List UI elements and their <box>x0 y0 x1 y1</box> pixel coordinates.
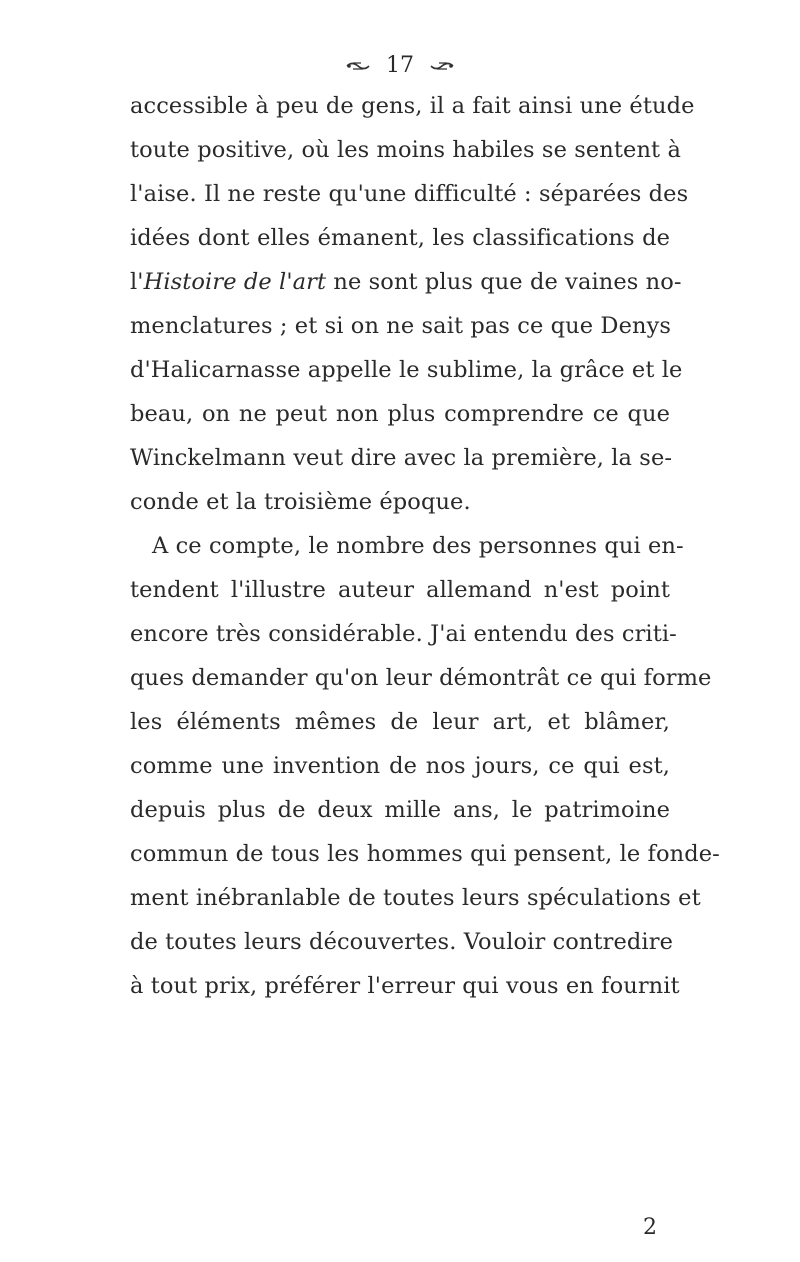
text-line-10: conde et la troisième époque. <box>130 489 471 515</box>
page-number: 17 <box>386 53 414 78</box>
text-line-3: l'aise. Il ne reste qu'une difficulté : séparées des <box>130 181 689 207</box>
text-line-8: beau, on ne peut non plus comprendre ce que <box>130 401 670 427</box>
text-line-16: comme une invention de nos jours, ce qui est, <box>130 753 670 779</box>
text-line-5 <box>130 260 682 304</box>
text-line-5-prefix: l' <box>130 269 144 295</box>
text-line-9: Winckelmann veut dire avec la première, la se- <box>130 445 673 471</box>
text-line-6: menclatures ; et si on ne sait pas ce que Denys <box>130 313 672 339</box>
signature-mark: 2 <box>643 1215 657 1240</box>
text-line-12: tendent l'illustre auteur allemand n'est point <box>130 577 670 603</box>
text-line-5-suffix: ne sont plus que de vaines no- <box>326 269 682 295</box>
text-line-15: les éléments mêmes de leur art, et blâmer, <box>130 709 670 735</box>
text-line-20: de toutes leurs découvertes. Vouloir contredire <box>130 929 673 955</box>
text-line-19: ment inébranlable de toutes leurs spéculations et <box>130 885 701 911</box>
text-line-17: depuis plus de deux mille ans, le patrimoine <box>130 797 670 823</box>
body-text <box>130 84 720 1008</box>
text-line-13: encore très considérable. J'ai entendu des criti- <box>130 621 677 647</box>
left-ornament-icon <box>345 60 371 72</box>
text-line-14: ques demander qu'on leur démontrât ce qui forme <box>130 665 712 691</box>
text-line-2: toute positive, où les moins habiles se sentent à <box>130 137 681 163</box>
text-line-1: accessible à peu de gens, il a fait ainsi une étude <box>130 93 695 119</box>
book-title-italic: Histoire de l'art <box>143 269 327 295</box>
text-line-18: commun de tous les hommes qui pensent, le fonde- <box>130 841 720 867</box>
text-line-7: d'Halicarnasse appelle le sublime, la grâce et le <box>130 357 683 383</box>
text-line-4: idées dont elles émanent, les classifications de <box>130 225 670 251</box>
text-line-11: A ce compte, le nombre des personnes qui en- <box>152 533 684 559</box>
running-head <box>0 52 800 80</box>
text-line-21: à tout prix, préférer l'erreur qui vous en fournit <box>130 973 680 999</box>
right-ornament-icon <box>429 60 455 72</box>
